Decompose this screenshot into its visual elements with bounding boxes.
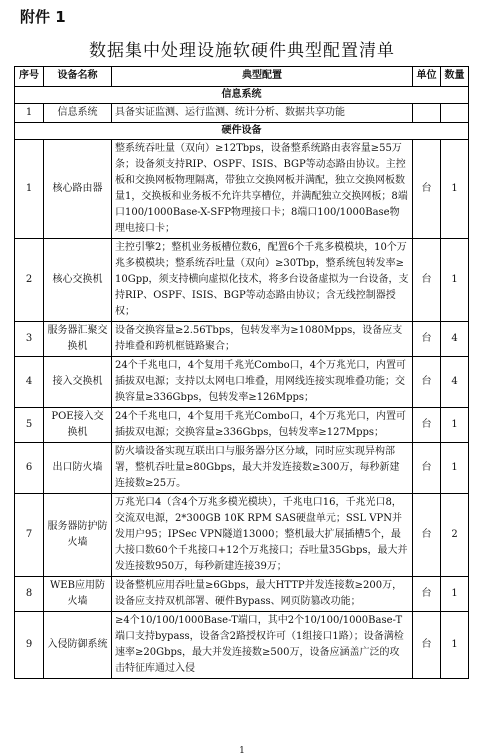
document-title: 数据集中处理设施软硬件典型配置清单 [89,41,395,61]
device-name: WEB应用防火墙 [44,576,112,611]
device-qty: 1 [441,442,469,493]
row-number: 1 [15,139,44,238]
device-config: 设备整机应用吞吐量≥6Gbps，最大HTTP并发连接数≥200万，设备应支持双机部署、硬件Bypass、网页防篡改功能； [112,576,413,611]
device-unit: 台 [413,238,441,321]
table-row [15,611,469,678]
row-number: 3 [15,321,44,356]
row-number: 4 [15,356,44,407]
table-row [15,238,469,321]
page-number: 1 [239,746,245,756]
row-number: 8 [15,576,44,611]
row-number: 7 [15,493,44,576]
annex-label: 附件 1 [20,8,66,26]
device-qty: 4 [441,321,469,356]
table-row [15,139,469,238]
device-config: 防火墙设备实现互联出口与服务器分区分域，同时应实现异构部署，整机吞吐量≥80Gbps，最大并发连接数≥300万，每秒新建连接数≥25万。 [112,442,413,493]
device-unit: 台 [413,407,441,442]
device-config: ≥4个10/100/1000Base-T端口，其中2个10/100/1000Base-T端口支持bypass，设备含2路授权许可（1组接口1路）；设备满检速率≥20Gbps，最大并发连接数≥500万，设备应涵盖广泛的攻击特征库通过入侵 [112,611,413,678]
table-row [15,356,469,407]
device-config: 万兆光口4（含4个万兆多模光模块），千兆电口16，千兆光口8，交流双电源，2*300GB 10K RPM SAS硬盘单元；SSL VPN并发用户95；IPSec VPN隧道13000；整机最大扩展插槽5个，最大接口数60个千兆接口+12个万兆接口；吞吐量35Gbps，最大并发连接数950万，每秒新建连接39万； [112,493,413,576]
device-unit: 台 [413,611,441,678]
row-number: 9 [15,611,44,678]
device-unit: 台 [413,576,441,611]
header-config: 典型配置 [112,67,413,87]
device-qty: 1 [441,139,469,238]
table-row [15,442,469,493]
header-qty: 数量 [441,67,469,87]
table-row [15,576,469,611]
config-table [14,66,469,679]
device-qty: 4 [441,356,469,407]
table-row [15,493,469,576]
device-config: 设备交换容量≥2.56Tbps，包转发率为≥1080Mpps，设备应支持堆叠和跨机框链路聚合； [112,321,413,356]
device-qty: 1 [441,238,469,321]
device-unit: 台 [413,139,441,238]
device-config: 具备实证监测、运行监测、统计分析、数据共享功能 [112,103,413,122]
device-name: 接入交换机 [44,356,112,407]
section-header-row [15,86,469,103]
device-qty: 1 [441,611,469,678]
header-unit: 单位 [413,67,441,87]
row-number: 1 [15,103,44,122]
device-config: 24个千兆电口，4个复用千兆光Combo口，4个万兆光口，内置可插拔双电源；交换容量≥336Gbps，包转发率≥127Mpps； [112,407,413,442]
device-name: POE接入交换机 [44,407,112,442]
table-header-row [15,67,469,87]
header-no: 序号 [15,67,44,87]
row-number: 2 [15,238,44,321]
section-title: 信息系统 [15,86,469,103]
device-name: 出口防火墙 [44,442,112,493]
device-config: 整系统吞吐量（双向）≥12Tbps，设备整系统路由表容量≥55万条；设备须支持RIP、OSPF、ISIS、BGP等动态路由协议。主控板和交换网板物理隔离，带独立交换网板并满配，独立交换网板数量1，交换板和业务板不允许共享槽位，并满配独立交换网板；8端口100/1000Base-X-SFP物理接口卡；8端口100/1000Base物理电接口卡； [112,139,413,238]
device-unit: 台 [413,356,441,407]
table-body [15,86,469,678]
device-name: 核心路由器 [44,139,112,238]
table-row [15,407,469,442]
section-title: 硬件设备 [15,122,469,139]
section-header-row [15,122,469,139]
device-qty: 2 [441,493,469,576]
device-qty [441,103,469,122]
table-row [15,321,469,356]
device-unit: 台 [413,442,441,493]
device-unit: 台 [413,493,441,576]
device-qty: 1 [441,576,469,611]
header-name: 设备名称 [44,67,112,87]
device-name: 核心交换机 [44,238,112,321]
device-name: 服务器汇聚交换机 [44,321,112,356]
device-qty: 1 [441,407,469,442]
row-number: 5 [15,407,44,442]
device-name: 服务器防护防火墙 [44,493,112,576]
row-number: 6 [15,442,44,493]
device-name: 入侵防御系统 [44,611,112,678]
device-unit: 台 [413,321,441,356]
device-config: 主控引擎2；整机业务板槽位数6，配置6个千兆多模模块，10个万兆多模模块；整系统吞吐量（双向）≥30Tbp，整系统包转发率≥10Gpp，须支持横向虚拟化技术，将多台设备虚拟为一台设备，支持RIP、OSPF、ISIS、BGP等动态路由协议；含无线控制器授权； [112,238,413,321]
device-name: 信息系统 [44,103,112,122]
device-config: 24个千兆电口，4个复用千兆光Combo口，4个万兆光口，内置可插拔双电源；支持以太网电口堆叠，用网线连接实现堆叠功能；交换容量≥336Gbps，包转发率≥126Mpps； [112,356,413,407]
device-unit [413,103,441,122]
table-row [15,103,469,122]
